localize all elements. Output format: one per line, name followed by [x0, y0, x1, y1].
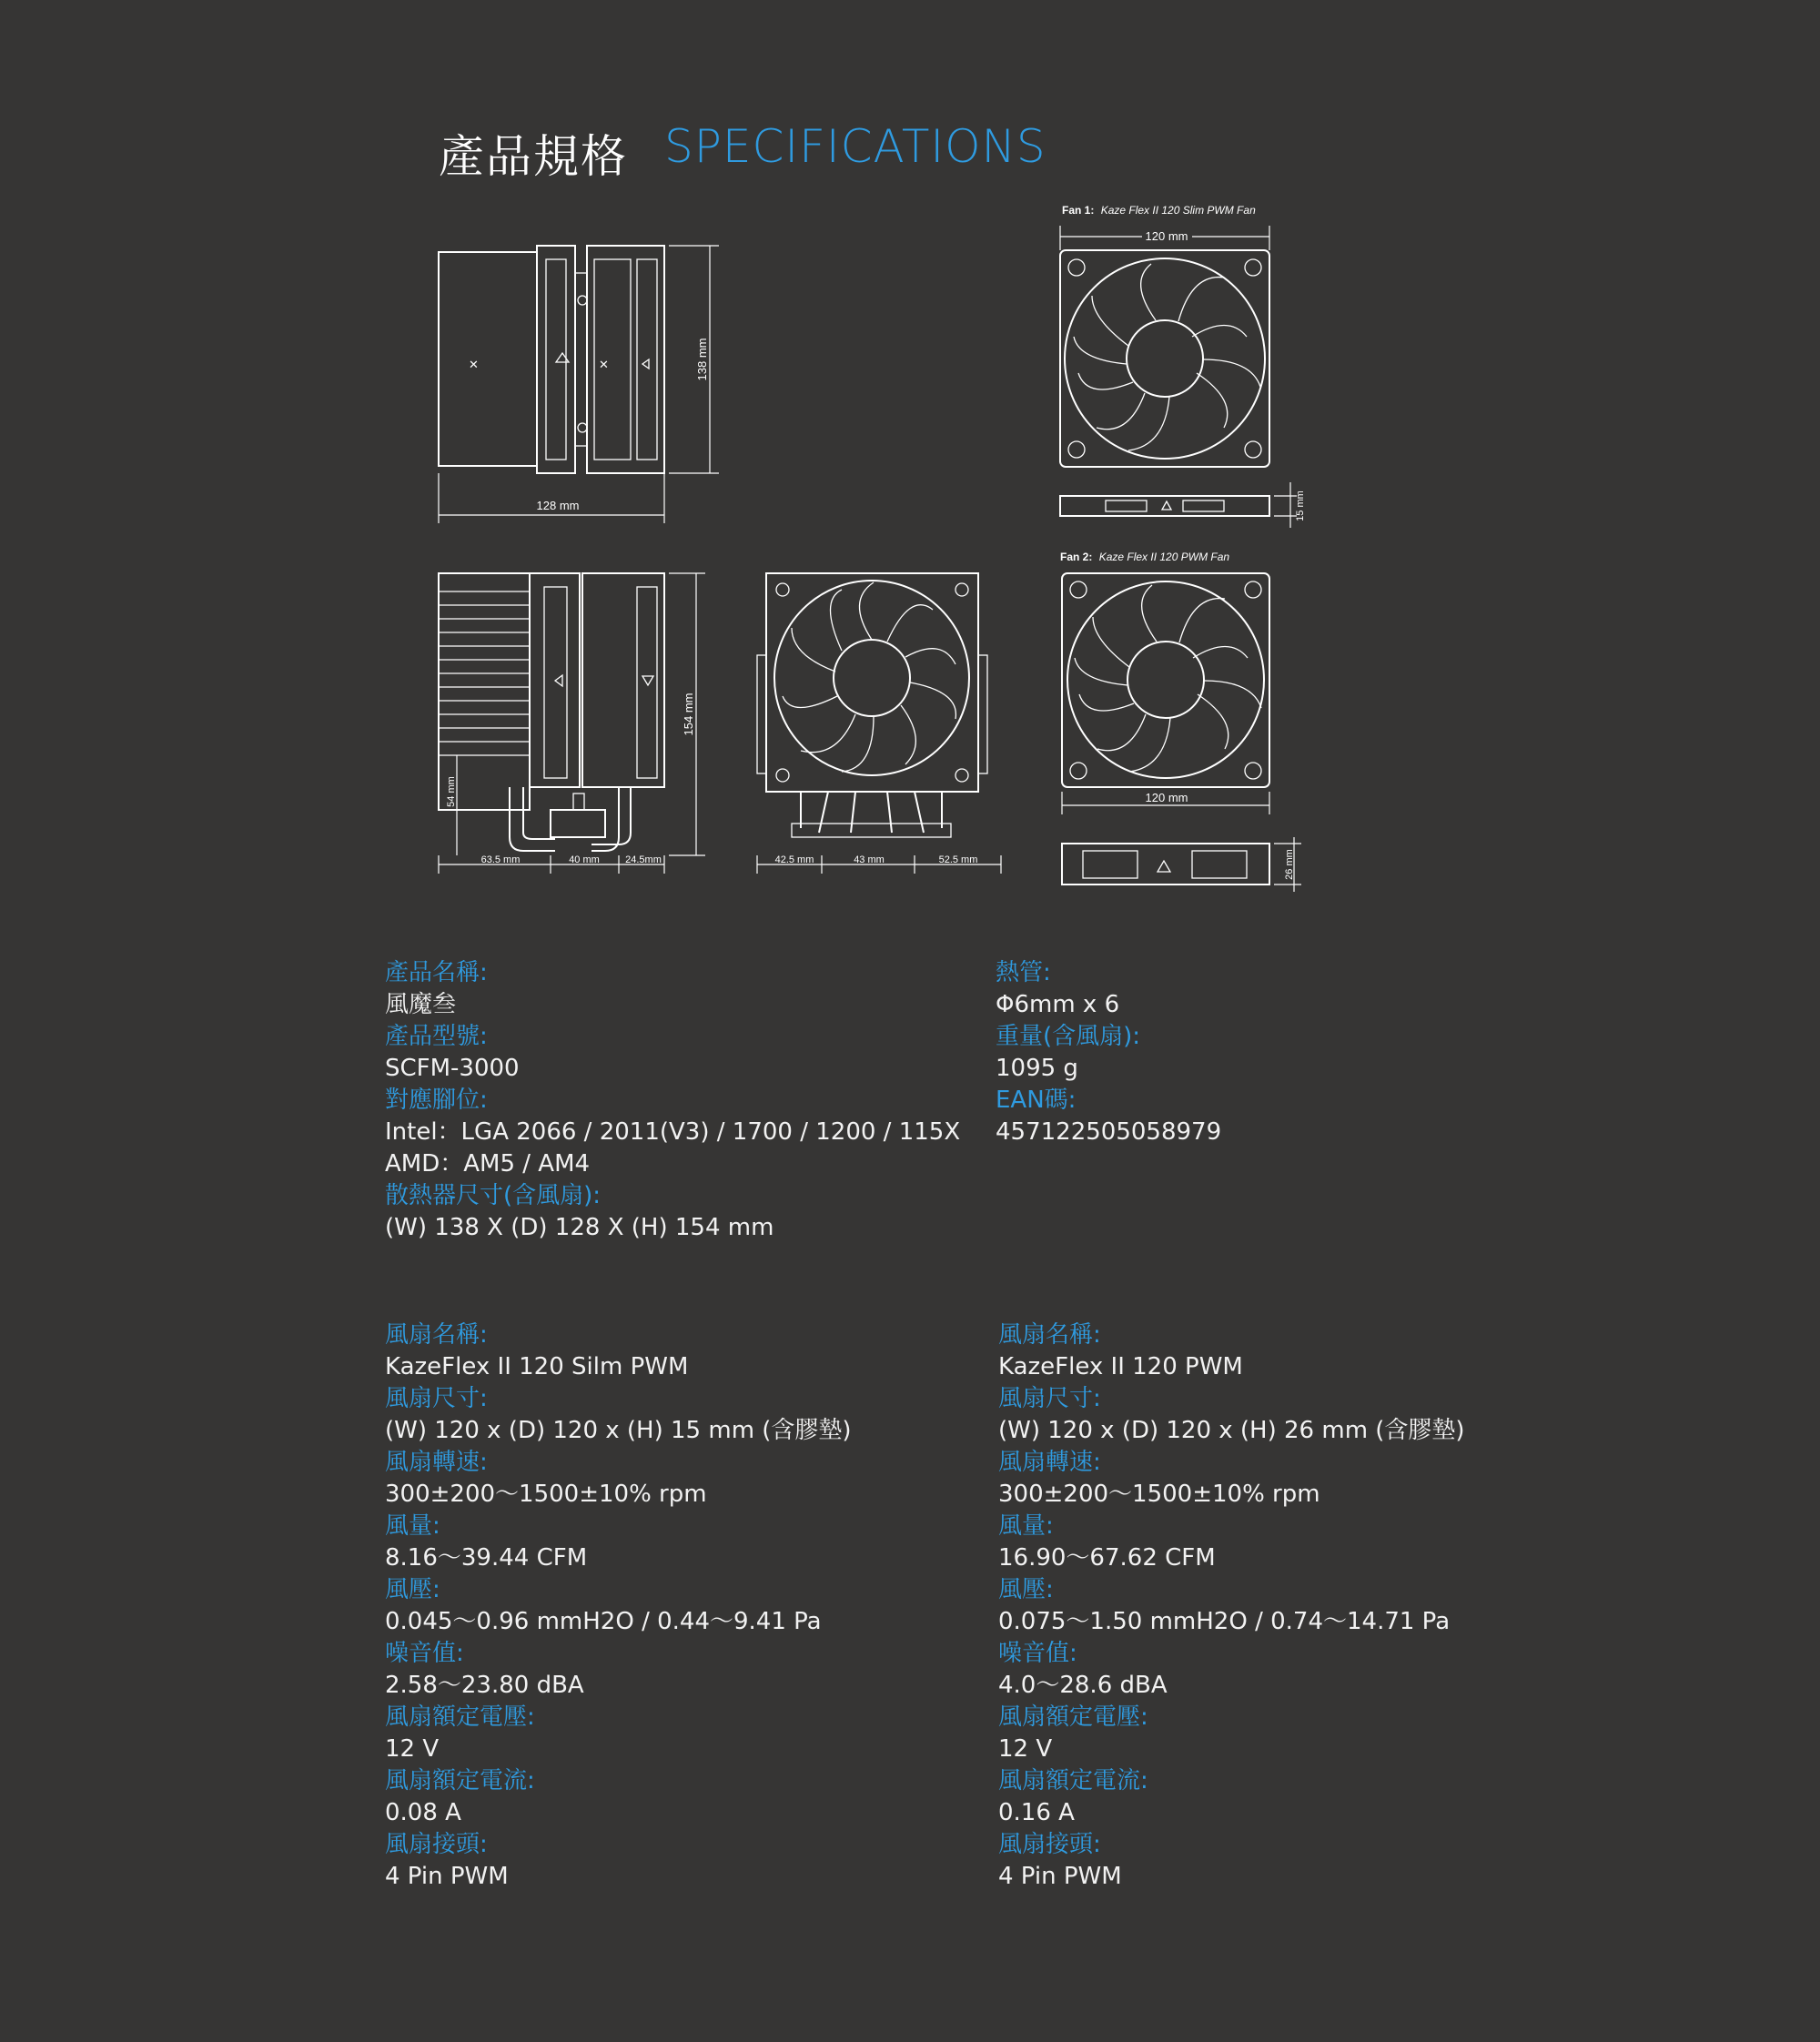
fan2-spec-label: 風扇轉速: — [998, 1449, 1101, 1476]
product-spec-label: 產品名稱: — [385, 959, 488, 986]
product-spec-value: 風魔叁 — [385, 991, 457, 1018]
product-spec-list-right — [996, 957, 1221, 1148]
product-spec-label: 對應腳位: — [385, 1087, 488, 1114]
fan2-spec-label: 風扇額定電流: — [998, 1767, 1148, 1794]
page-title-en: SPECIFICATIONS — [664, 120, 1046, 173]
dim-138: 138 mm — [695, 338, 709, 381]
fan2-spec-label: 噪音值: — [998, 1640, 1077, 1667]
fan1-spec-label: 風扇名稱: — [385, 1321, 488, 1349]
fan2-spec-value: 300±200〜1500±10% rpm — [998, 1481, 1320, 1508]
fan2-spec-label: 風扇名稱: — [998, 1321, 1101, 1349]
dim-154: 154 mm — [682, 692, 695, 736]
fan1-spec-label: 風扇轉速: — [385, 1449, 488, 1476]
fan1-spec-label: 風壓: — [385, 1576, 440, 1603]
fan2-spec-value: 4.0〜28.6 dBA — [998, 1672, 1168, 1699]
fan2-spec-value: 0.075〜1.50 mmH2O / 0.74〜14.71 Pa — [998, 1608, 1451, 1635]
cooler-side-view — [439, 573, 705, 874]
dim-40: 40 mm — [569, 854, 600, 865]
dim-52-5: 52.5 mm — [938, 854, 978, 865]
dim-43: 43 mm — [854, 854, 885, 865]
page-title-zh: 產品規格 — [439, 130, 628, 183]
product-spec-value: (W) 138 X (D) 128 X (H) 154 mm — [385, 1214, 774, 1241]
fan1-spec-label: 噪音值: — [385, 1640, 464, 1667]
logo-mark-left: ✕ — [469, 358, 479, 371]
dim-128: 128 mm — [536, 499, 580, 512]
product-spec-label: 熱管: — [996, 959, 1051, 986]
dim-54: 54 mm — [446, 776, 457, 807]
fan1-spec-value: 2.58〜23.80 dBA — [385, 1672, 584, 1699]
product-spec-value: SCFM-3000 — [385, 1055, 520, 1082]
fan2-spec-value: 4 Pin PWM — [998, 1863, 1122, 1890]
cooler-top-view — [439, 246, 719, 523]
fan1-spec-value: 300±200〜1500±10% rpm — [385, 1481, 707, 1508]
technical-drawings — [0, 0, 1820, 910]
fan2-spec-list — [998, 1319, 1465, 1893]
fan1-spec-list — [385, 1319, 852, 1893]
product-spec-value: AMD：AM5 / AM4 — [385, 1150, 591, 1178]
fan2-thickness-dim: 26 mm — [1284, 849, 1295, 880]
fan2-spec-value: KazeFlex II 120 PWM — [998, 1353, 1243, 1380]
product-spec-value: Intel：LGA 2066 / 2011(V3) / 1700 / 1200 / 115X — [385, 1118, 961, 1146]
product-spec-label: 重量(含風扇): — [996, 1023, 1141, 1050]
fan1-width-dim: 120 mm — [1145, 229, 1188, 243]
fan1-spec-value: (W) 120 x (D) 120 x (H) 15 mm (含膠墊) — [385, 1417, 852, 1444]
fan1-spec-value: 12 V — [385, 1735, 440, 1763]
product-spec-value: 4571225050589​79 — [996, 1118, 1222, 1146]
fan2-width-dim: 120 mm — [1145, 791, 1188, 804]
fan2-spec-label: 風扇尺寸: — [998, 1385, 1101, 1412]
fan1-spec-label: 風扇額定電流: — [385, 1767, 535, 1794]
product-spec-label: EAN碼: — [996, 1087, 1077, 1114]
fan1-spec-value: 0.08 A — [385, 1799, 461, 1826]
product-spec-label: 散熱器尺寸(含風扇): — [385, 1182, 602, 1209]
dim-63-5: 63.5 mm — [480, 854, 521, 865]
dim-42-5: 42.5 mm — [774, 854, 814, 865]
fan1-thickness-dim: 15 mm — [1295, 490, 1306, 521]
product-spec-list — [385, 957, 960, 1244]
fan2-spec-label: 風扇接頭: — [998, 1831, 1101, 1858]
fan2-drawing — [1060, 551, 1301, 892]
cooler-front-view — [757, 573, 1001, 874]
fan1-spec-label: 風扇尺寸: — [385, 1385, 488, 1412]
fan1-caption: Fan 1: Kaze Flex II 120 Slim PWM Fan — [1062, 204, 1256, 217]
fan2-spec-label: 風扇額定電壓: — [998, 1703, 1148, 1731]
fan2-spec-label: 風量: — [998, 1512, 1054, 1540]
product-spec-label: 產品型號: — [385, 1023, 488, 1050]
fan1-spec-value: KazeFlex II 120 Silm PWM — [385, 1353, 689, 1380]
fan2-spec-value: 0.16 A — [998, 1799, 1075, 1826]
fan1-spec-value: 8.16〜39.44 CFM — [385, 1544, 588, 1572]
logo-mark-right: ✕ — [599, 358, 609, 371]
dim-24-5: 24.5mm — [625, 854, 662, 865]
fan2-spec-value: 12 V — [998, 1735, 1053, 1763]
product-spec-value: Φ6mm x 6 — [996, 991, 1120, 1018]
fan1-drawing — [1060, 204, 1306, 528]
fan1-spec-label: 風扇接頭: — [385, 1831, 488, 1858]
fan1-spec-value: 0.045〜0.96 mmH2O / 0.44〜9.41 Pa — [385, 1608, 822, 1635]
fan1-spec-label: 風扇額定電壓: — [385, 1703, 535, 1731]
fan2-spec-value: 16.90〜67.62 CFM — [998, 1544, 1216, 1572]
fan1-spec-label: 風量: — [385, 1512, 440, 1540]
fan2-spec-value: (W) 120 x (D) 120 x (H) 26 mm (含膠墊) — [998, 1417, 1465, 1444]
fan1-spec-value: 4 Pin PWM — [385, 1863, 509, 1890]
fan2-caption: Fan 2: Kaze Flex II 120 PWM Fan — [1060, 551, 1230, 563]
product-spec-value: 1095 g — [996, 1055, 1078, 1082]
fan2-spec-label: 風壓: — [998, 1576, 1054, 1603]
